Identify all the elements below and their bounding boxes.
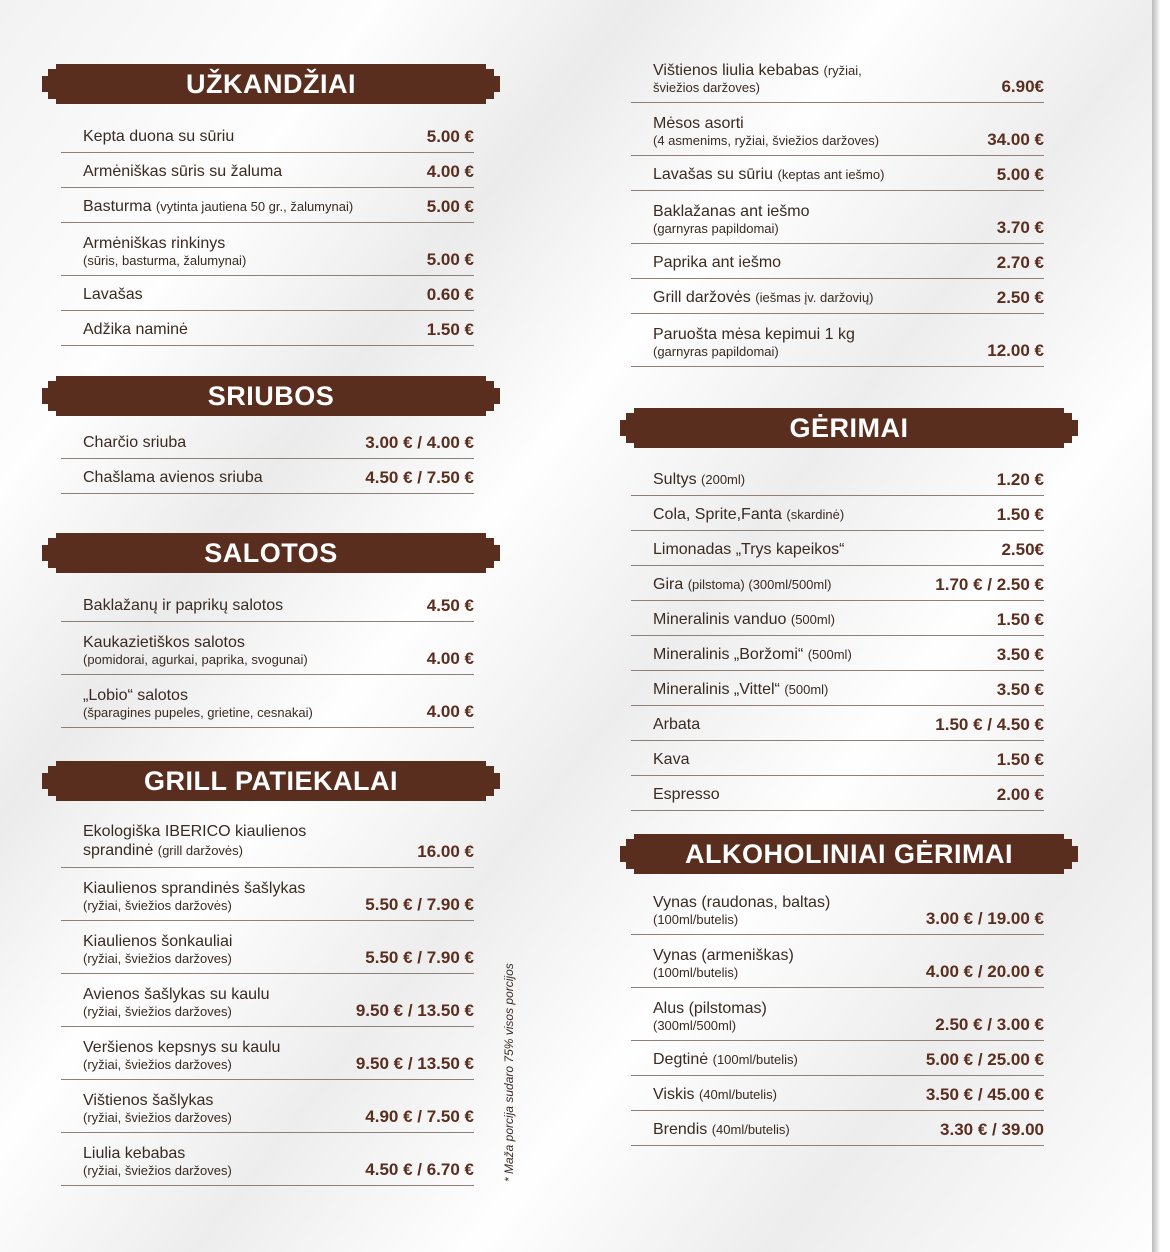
menu-item-text	[83, 687, 313, 721]
menu-item-name: Alus (pilstomas)	[653, 1000, 767, 1017]
menu-item-text	[653, 611, 835, 629]
menu-item-text	[653, 326, 855, 360]
menu-item-description: (sūris, basturma, žalumynai)	[83, 253, 247, 268]
menu-item-price: 0.60 €	[426, 285, 474, 304]
menu-item	[631, 156, 1044, 191]
menu-item-description: (garnyras papildomai)	[653, 221, 779, 236]
menu-item-note: (40ml/butelis)	[711, 1122, 790, 1137]
section-title: UŽKANDŽIAI	[186, 68, 356, 99]
menu-item	[61, 1027, 474, 1080]
menu-list	[61, 815, 474, 1186]
menu-item-text	[653, 716, 700, 734]
menu-item-text	[83, 469, 263, 487]
menu-item-name: Viskis	[653, 1086, 695, 1103]
menu-item	[61, 311, 474, 346]
menu-item-text	[83, 1145, 232, 1179]
menu-item-name: Vynas (raudonas, baltas)	[653, 894, 831, 911]
menu-item-name: Basturma	[83, 198, 152, 215]
section-title: SRIUBOS	[207, 380, 335, 411]
menu-item-name: Kava	[653, 751, 690, 768]
menu-item-text	[653, 254, 781, 272]
section-title: SALOTOS	[204, 537, 338, 568]
footnote: * Maža porcija sudaro 75% visos porcijos	[502, 963, 516, 1182]
menu-item-text	[653, 471, 745, 489]
menu-item	[61, 921, 474, 974]
menu-item-name: Lavašas	[83, 286, 143, 303]
menu-item-price: 5.00 €	[426, 250, 474, 269]
menu-item-price: 1.50 €	[996, 505, 1044, 524]
menu-item-name: Gira	[653, 576, 684, 593]
menu-item	[631, 1111, 1044, 1146]
menu-item	[61, 424, 474, 459]
menu-list	[631, 50, 1044, 367]
menu-item-text	[83, 286, 143, 304]
section-title-banner	[634, 408, 1064, 448]
menu-item	[631, 988, 1044, 1041]
menu-item-name: Baklažanas ant iešmo	[653, 203, 810, 220]
menu-item-text	[653, 289, 874, 307]
menu-item-name: Mineralinis vanduo	[653, 611, 787, 628]
menu-item-name: Lavašas su sūriu	[653, 166, 774, 183]
menu-item	[631, 636, 1044, 671]
menu-item	[631, 741, 1044, 776]
menu-item-text	[83, 198, 353, 216]
menu-item	[631, 601, 1044, 636]
menu-list	[631, 461, 1044, 811]
menu-item-text	[653, 751, 689, 769]
menu-item-price: 5.50 € / 7.90 €	[365, 895, 474, 914]
menu-item-note: (iešmas įv. daržovių)	[755, 290, 874, 305]
menu-item-name: Charčio sriuba	[83, 434, 187, 451]
menu-item-text	[653, 166, 884, 184]
menu-item	[631, 314, 1044, 367]
section-title-banner	[56, 376, 486, 416]
menu-item-price: 2.70 €	[996, 253, 1044, 272]
menu-item-description: (ryžiai, šviežios daržoves)	[83, 1163, 232, 1178]
menu-item-price: 4.00 €	[426, 162, 474, 181]
section-alkoholiniai	[634, 834, 1064, 1146]
menu-item-description: (300ml/500ml)	[653, 1018, 737, 1033]
menu-item-text	[83, 1092, 232, 1126]
menu-item-price: 16.00 €	[417, 842, 474, 861]
menu-item-text	[83, 823, 306, 861]
menu-item-text	[83, 634, 308, 668]
menu-item-price: 1.50 €	[426, 320, 474, 339]
menu-item-note: (keptas ant iešmo)	[777, 167, 885, 182]
menu-item-name: Baklažanų ir paprikų salotos	[83, 597, 284, 614]
menu-item-note: (100ml/butelis)	[712, 1052, 798, 1067]
menu-item-name: Degtinė	[653, 1051, 709, 1068]
menu-item-name: Brendis	[653, 1121, 708, 1138]
menu-item-text	[83, 880, 305, 914]
menu-item-price: 2.50€	[1001, 540, 1044, 559]
menu-item	[61, 459, 474, 494]
menu-item-price: 2.50 €	[996, 288, 1044, 307]
menu-item-note: (200ml)	[701, 472, 746, 487]
menu-item-name: Paprika ant iešmo	[653, 254, 782, 271]
menu-item-price: 4.00 € / 20.00 €	[925, 962, 1044, 981]
menu-item	[631, 279, 1044, 314]
menu-item	[61, 1080, 474, 1133]
menu-item-price: 3.30 € / 39.00	[940, 1120, 1044, 1139]
section-title: ALKOHOLINIAI GĖRIMAI	[685, 838, 1013, 869]
menu-item	[61, 974, 474, 1027]
section-title: GĖRIMAI	[789, 412, 909, 443]
menu-item-text	[653, 506, 844, 524]
menu-item-note: (skardinė)	[786, 507, 845, 522]
menu-item-price: 1.20 €	[996, 470, 1044, 489]
menu-list	[61, 118, 474, 346]
menu-item-name: Ekologiška IBERICO kiaulienos	[83, 823, 307, 840]
menu-item-name: Vištienos liulia kebabas	[653, 62, 820, 79]
section-title-banner	[56, 533, 486, 573]
menu-item-name: Mineralinis „Boržomi“	[653, 646, 804, 663]
menu-item-price: 12.00 €	[987, 341, 1044, 360]
menu-item-text	[653, 947, 794, 981]
menu-item-price: 4.90 € / 7.50 €	[365, 1107, 474, 1126]
menu-item-price: 3.00 € / 4.00 €	[365, 433, 474, 452]
menu-item-name: Grill daržovės	[653, 289, 751, 306]
menu-item-name: Arbata	[653, 716, 701, 733]
menu-item	[631, 496, 1044, 531]
menu-item-text	[653, 1000, 767, 1034]
menu-item-description: (ryžiai, šviežios daržoves)	[83, 1057, 232, 1072]
menu-item	[61, 188, 474, 223]
menu-item	[61, 622, 474, 675]
menu-item-name: Cola, Sprite,Fanta	[653, 506, 782, 523]
menu-item-text	[83, 321, 188, 339]
menu-item-text	[653, 1051, 798, 1069]
menu-item-note: (500ml)	[807, 647, 852, 662]
menu-item	[61, 868, 474, 921]
menu-item-text	[653, 203, 810, 237]
menu-item	[61, 587, 474, 622]
menu-item-price: 5.50 € / 7.90 €	[365, 948, 474, 967]
menu-item-price: 1.50 €	[996, 750, 1044, 769]
menu-item	[631, 1076, 1044, 1111]
menu-item-note: (ryžiai,	[823, 63, 862, 78]
menu-item	[631, 706, 1044, 741]
menu-item-text	[653, 115, 879, 149]
menu-item-text	[653, 786, 720, 804]
menu-item-price: 1.70 € / 2.50 €	[935, 575, 1044, 594]
menu-item-name: Kiaulienos šonkauliai	[83, 933, 233, 950]
menu-item-text	[83, 235, 246, 269]
menu-item-price: 4.50 € / 7.50 €	[365, 468, 474, 487]
menu-item-name: Sultys	[653, 471, 697, 488]
menu-item	[61, 276, 474, 311]
menu-item-description: (ryžiai, šviežios daržoves)	[83, 1110, 232, 1125]
menu-item-price: 9.50 € / 13.50 €	[355, 1054, 474, 1073]
menu-item	[61, 675, 474, 728]
section-gerimai	[634, 408, 1064, 811]
menu-item-name: Kiaulienos sprandinės šašlykas	[83, 880, 306, 897]
menu-item-price: 5.00 € / 25.00 €	[925, 1050, 1044, 1069]
section-title-banner	[56, 64, 486, 104]
menu-list	[61, 424, 474, 494]
menu-item-description: (šparagines pupeles, grietine, cesnakai)	[83, 705, 313, 720]
menu-item	[631, 103, 1044, 156]
menu-item-text	[83, 128, 234, 146]
menu-item-note: (500ml)	[790, 612, 835, 627]
menu-item-text	[653, 646, 852, 664]
menu-item-price: 34.00 €	[987, 130, 1044, 149]
menu-item-name: Avienos šašlykas su kaulu	[83, 986, 270, 1003]
menu-item-description: šviežios daržoves)	[653, 80, 760, 95]
section-grill	[56, 761, 474, 1186]
menu-item-text	[83, 597, 283, 615]
section-sriubos	[56, 376, 474, 494]
menu-item-name: Vynas (armeniškas)	[653, 947, 794, 964]
menu-item-name: „Lobio“ salotos	[83, 687, 188, 704]
menu-item-text	[83, 933, 232, 967]
menu-item	[61, 223, 474, 276]
menu-item-price: 3.50 € / 45.00 €	[925, 1085, 1044, 1104]
menu-item	[631, 566, 1044, 601]
menu-item-text	[653, 894, 830, 928]
section-title: GRILL PATIEKALAI	[144, 765, 398, 796]
menu-item-text	[653, 576, 831, 594]
menu-item-price: 4.00 €	[426, 649, 474, 668]
menu-item	[631, 935, 1044, 988]
menu-item	[631, 191, 1044, 244]
menu-item-price: 3.50 €	[996, 680, 1044, 699]
menu-item-name: Mineralinis „Vittel“	[653, 681, 780, 698]
menu-item	[631, 776, 1044, 811]
menu-item-name: Kepta duona su sūriu	[83, 128, 235, 145]
menu-item-name: Paruošta mėsa kepimui 1 kg	[653, 326, 855, 343]
menu-item	[631, 461, 1044, 496]
menu-item	[631, 244, 1044, 279]
menu-item-name: Veršienos kepsnys su kaulu	[83, 1039, 281, 1056]
menu-item-price: 1.50 € / 4.50 €	[935, 715, 1044, 734]
section-uzkandziai	[56, 64, 474, 346]
menu-item-price: 6.90€	[1001, 77, 1044, 96]
menu-item-price: 5.00 €	[426, 197, 474, 216]
menu-item-text	[653, 541, 844, 559]
menu-item-description: (ryžiai, šviežios daržoves)	[83, 951, 232, 966]
menu-item-price: 2.50 € / 3.00 €	[935, 1015, 1044, 1034]
menu-item-name: Armėniškas rinkinys	[83, 235, 226, 252]
menu-item-description: (100ml/butelis)	[653, 912, 739, 927]
menu-item-description: (ryžiai, šviežios daržoves)	[83, 1004, 232, 1019]
menu-item-price: 5.00 €	[996, 165, 1044, 184]
menu-item-description: (100ml/butelis)	[653, 965, 739, 980]
menu-item-price: 2.00 €	[996, 785, 1044, 804]
menu-item	[631, 1041, 1044, 1076]
section-salotos	[56, 533, 474, 728]
menu-item-note: (grill daržovės)	[157, 843, 243, 858]
menu-list	[61, 587, 474, 728]
menu-item-text	[83, 434, 186, 452]
menu-item-name: Kaukazietiškos salotos	[83, 634, 245, 651]
menu-item-text	[653, 681, 828, 699]
menu-item-note: (vytinta jautiena 50 gr., žalumynai)	[155, 199, 354, 214]
menu-item-name: Chašlama avienos sriuba	[83, 469, 263, 486]
menu-item	[61, 815, 474, 868]
section-title-banner	[634, 834, 1064, 874]
menu-item-price: 3.00 € / 19.00 €	[925, 909, 1044, 928]
menu-item	[631, 50, 1044, 103]
menu-list	[631, 882, 1044, 1146]
menu-item-description: (pomidorai, agurkai, paprika, svogunai)	[83, 652, 308, 667]
menu-item-price: 4.50 €	[426, 596, 474, 615]
menu-item-text	[653, 62, 862, 96]
menu-item-price: 4.00 €	[426, 702, 474, 721]
page-edge	[1152, 0, 1170, 1252]
menu-item-description: sprandinė	[83, 842, 154, 859]
menu-item-text	[83, 986, 269, 1020]
menu-item-text	[83, 1039, 280, 1073]
menu-item-note: (pilstoma) (300ml/500ml)	[687, 577, 832, 592]
menu-item	[61, 1133, 474, 1186]
section-grill-continued	[631, 50, 1044, 367]
menu-item-price: 9.50 € / 13.50 €	[355, 1001, 474, 1020]
menu-item-price: 3.70 €	[996, 218, 1044, 237]
menu-item-note: (500ml)	[784, 682, 829, 697]
menu-item-description: (4 asmenims, ryžiai, šviežios daržoves)	[653, 133, 880, 148]
menu-item	[61, 153, 474, 188]
section-title-banner	[56, 761, 486, 801]
menu-item-name: Limonadas „Trys kapeikos“	[653, 541, 845, 558]
menu-item-name: Mėsos asorti	[653, 115, 744, 132]
menu-item-price: 5.00 €	[426, 127, 474, 146]
menu-item-name: Vištienos šašlykas	[83, 1092, 214, 1109]
menu-item-name: Adžika naminė	[83, 321, 188, 338]
menu-item-text	[653, 1086, 777, 1104]
menu-item-name: Liulia kebabas	[83, 1145, 186, 1162]
menu-item	[631, 671, 1044, 706]
menu-item-text	[83, 163, 282, 181]
menu-item-note: (40ml/butelis)	[698, 1087, 777, 1102]
menu-item-name: Espresso	[653, 786, 720, 803]
menu-item-description: (garnyras papildomai)	[653, 344, 779, 359]
menu-item	[631, 531, 1044, 566]
menu-item-name: Armėniškas sūris su žaluma	[83, 163, 283, 180]
menu-item-price: 1.50 €	[996, 610, 1044, 629]
menu-item-description: (ryžiai, šviežios daržovės)	[83, 898, 232, 913]
menu-item	[631, 882, 1044, 935]
menu-item-price: 3.50 €	[996, 645, 1044, 664]
menu-item-price: 4.50 € / 6.70 €	[365, 1160, 474, 1179]
menu-item-text	[653, 1121, 790, 1139]
menu-item	[61, 118, 474, 153]
